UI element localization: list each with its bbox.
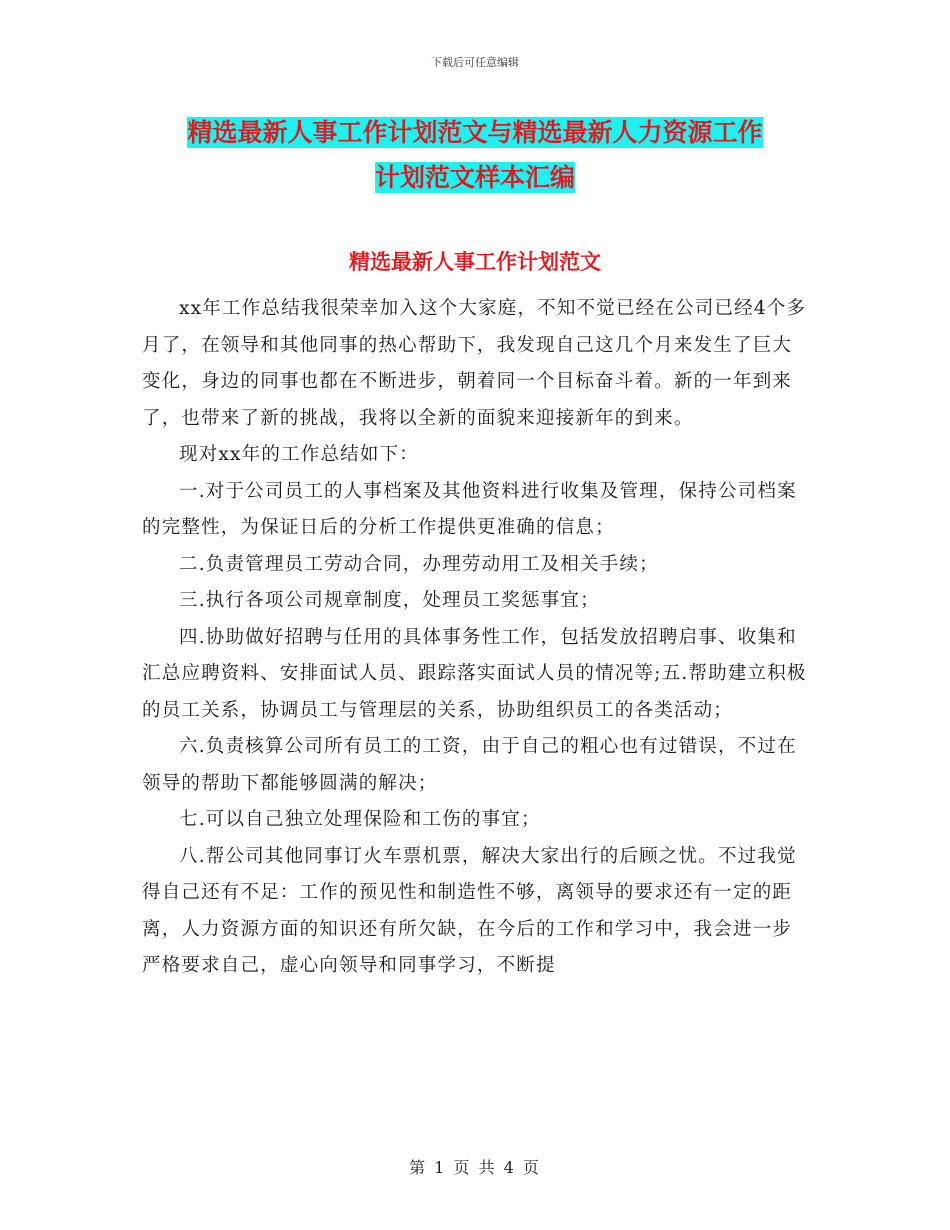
paragraph: 现对xx年的工作总结如下： <box>179 444 419 465</box>
paragraph: 四.协助做好招聘与任用的具体事务性工作，包括发放招聘启事、收集和汇总应聘资料、安排面试人员、跟踪落实面试人员的情况等;五.帮助建立积极的员工关系，协调员工与管理层的关系，协助组织员工的各类活动； <box>142 626 807 721</box>
document-title-line-2 <box>0 155 950 200</box>
header-note: 下载后可任意编辑 <box>431 56 519 69</box>
paragraph: 七.可以自己独立处理保险和工伤的事宜； <box>179 809 541 830</box>
body-text <box>142 291 810 985</box>
paragraph: 一.对于公司员工的人事档案及其他资料进行收集及管理，保持公司档案的完整性，为保证日后的分析工作提供更准确的信息； <box>142 480 797 538</box>
document-title-line-1 <box>0 110 950 155</box>
paragraph: 八.帮公司其他同事订火车票机票，解决大家出行的后顾之忧。不过我觉得自己还有不足：工作的预见性和制造性不够，离领导的要求还有一定的距离，人力资源方面的知识还有所欠缺，在今后的工作和学习中，我会进一步严格要求自己，虚心向领导和同事学习，不断提 <box>142 845 797 976</box>
paragraph: 三.执行各项公司规章制度，处理员工奖惩事宜； <box>179 590 600 611</box>
title-line-1-text: 精选最新人事工作计划范文与精选最新人力资源工作 <box>187 118 763 147</box>
paragraph: 二.负责管理员工劳动合同，办理劳动用工及相关手续； <box>179 553 659 575</box>
page-footer: 第 1 页 共 4 页 <box>409 1158 541 1177</box>
paragraph: xx年工作总结我很荣幸加入这个大家庭，不知不觉已经在公司已经4个多月了，在领导和其他同事的热心帮助下，我发现自己这几个月来发生了巨大变化，身边的同事也都在不断进步，朝着同一个目标奋斗着。新的一年到来了，也带来了新的挑战，我将以全新的面貌来迎接新年的到来。 <box>142 298 807 429</box>
section-title: 精选最新人事工作计划范文 <box>349 249 601 274</box>
paragraph: 六.负责核算公司所有员工的工资，由于自己的粗心也有过错误，不过在领导的帮助下都能够圆满的解决； <box>142 736 797 794</box>
title-line-2-text: 计划范文样本汇编 <box>374 163 575 192</box>
document-title <box>0 110 950 200</box>
